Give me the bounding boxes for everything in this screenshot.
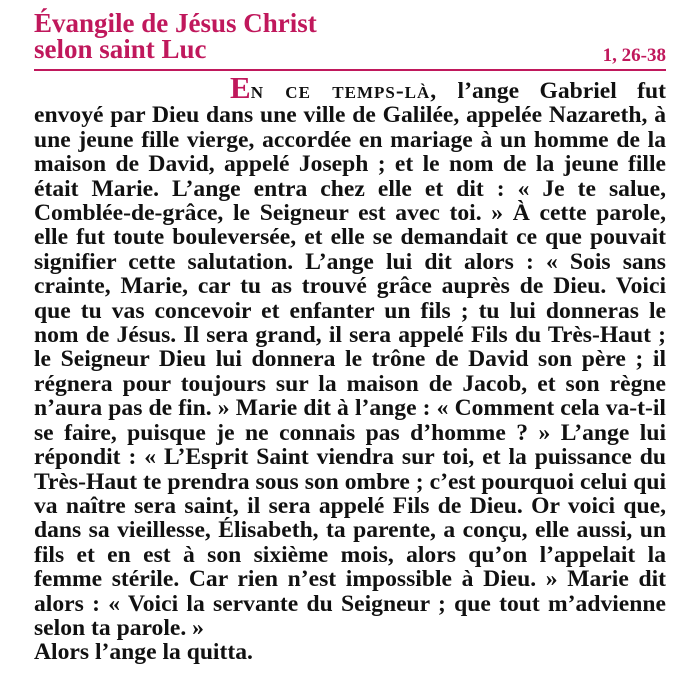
reading-title	[34, 10, 317, 62]
paragraph-closing: Alors l’ange la quitta.	[34, 639, 253, 666]
gospel-reading	[34, 8, 666, 665]
opening-words: n ce temps-là,	[250, 78, 438, 104]
header-divider	[34, 69, 666, 71]
title-line-2: selon saint Luc	[34, 34, 207, 64]
scripture-reference: 1, 26-38	[602, 45, 666, 66]
paragraph-main	[34, 70, 666, 641]
reading-header	[34, 8, 666, 70]
reading-body	[34, 70, 666, 666]
paragraph-main-text: l’ange Gabriel fut envoyé par Dieu dans une ville de Galilée, appelée Nazareth, à une jeune fille vierge, accordée en mariage à un homme de la maison de David, appelé Joseph ; et le nom de la jeune fille était Marie. L’ange entra chez elle et dit : « Je te salue, Comblée-de-grâce, le Seigneur est avec toi. » À cette parole, elle fut toute bouleversée, et elle se demandait ce que pouvait signifier cette salutation. L’ange lui dit alors : « Sois sans crainte, Marie, car tu as trouvé grâce auprès de Dieu. Voici que tu vas concevoir et enfanter un fils ; tu lui donneras le nom de Jésus. Il sera grand, il sera appelé Fils du Très-Haut ; le Seigneur Dieu lui donnera le trône de David son père ; il régnera pour toujours sur la maison de Jacob, et son règne n’aura pas de fin. » Marie dit à l’ange : « Comment cela va-t-il se faire, puisque je ne connais pas d’homme ? » L’ange lui répondit : « L’Esprit Saint viendra sur toi, et la puissance du Très-Haut te prendra sous son ombre ; c’est pourquoi celui qui va naître sera saint, il sera appelé Fils de Dieu. Or voici que, dans sa vieillesse, Élisabeth, ta parente, a conçu, elle aussi, un fils et en est à son sixième mois, alors qu’on l’appelait la femme stérile. Car rien n’est impossible à Dieu. » Marie dit alors : « Voici la servante du Seigneur ; que tout m’advienne selon ta parole. »	[34, 78, 666, 641]
initial-letter: E	[230, 70, 251, 105]
title-line-1: Évangile de Jésus Christ	[34, 8, 317, 38]
